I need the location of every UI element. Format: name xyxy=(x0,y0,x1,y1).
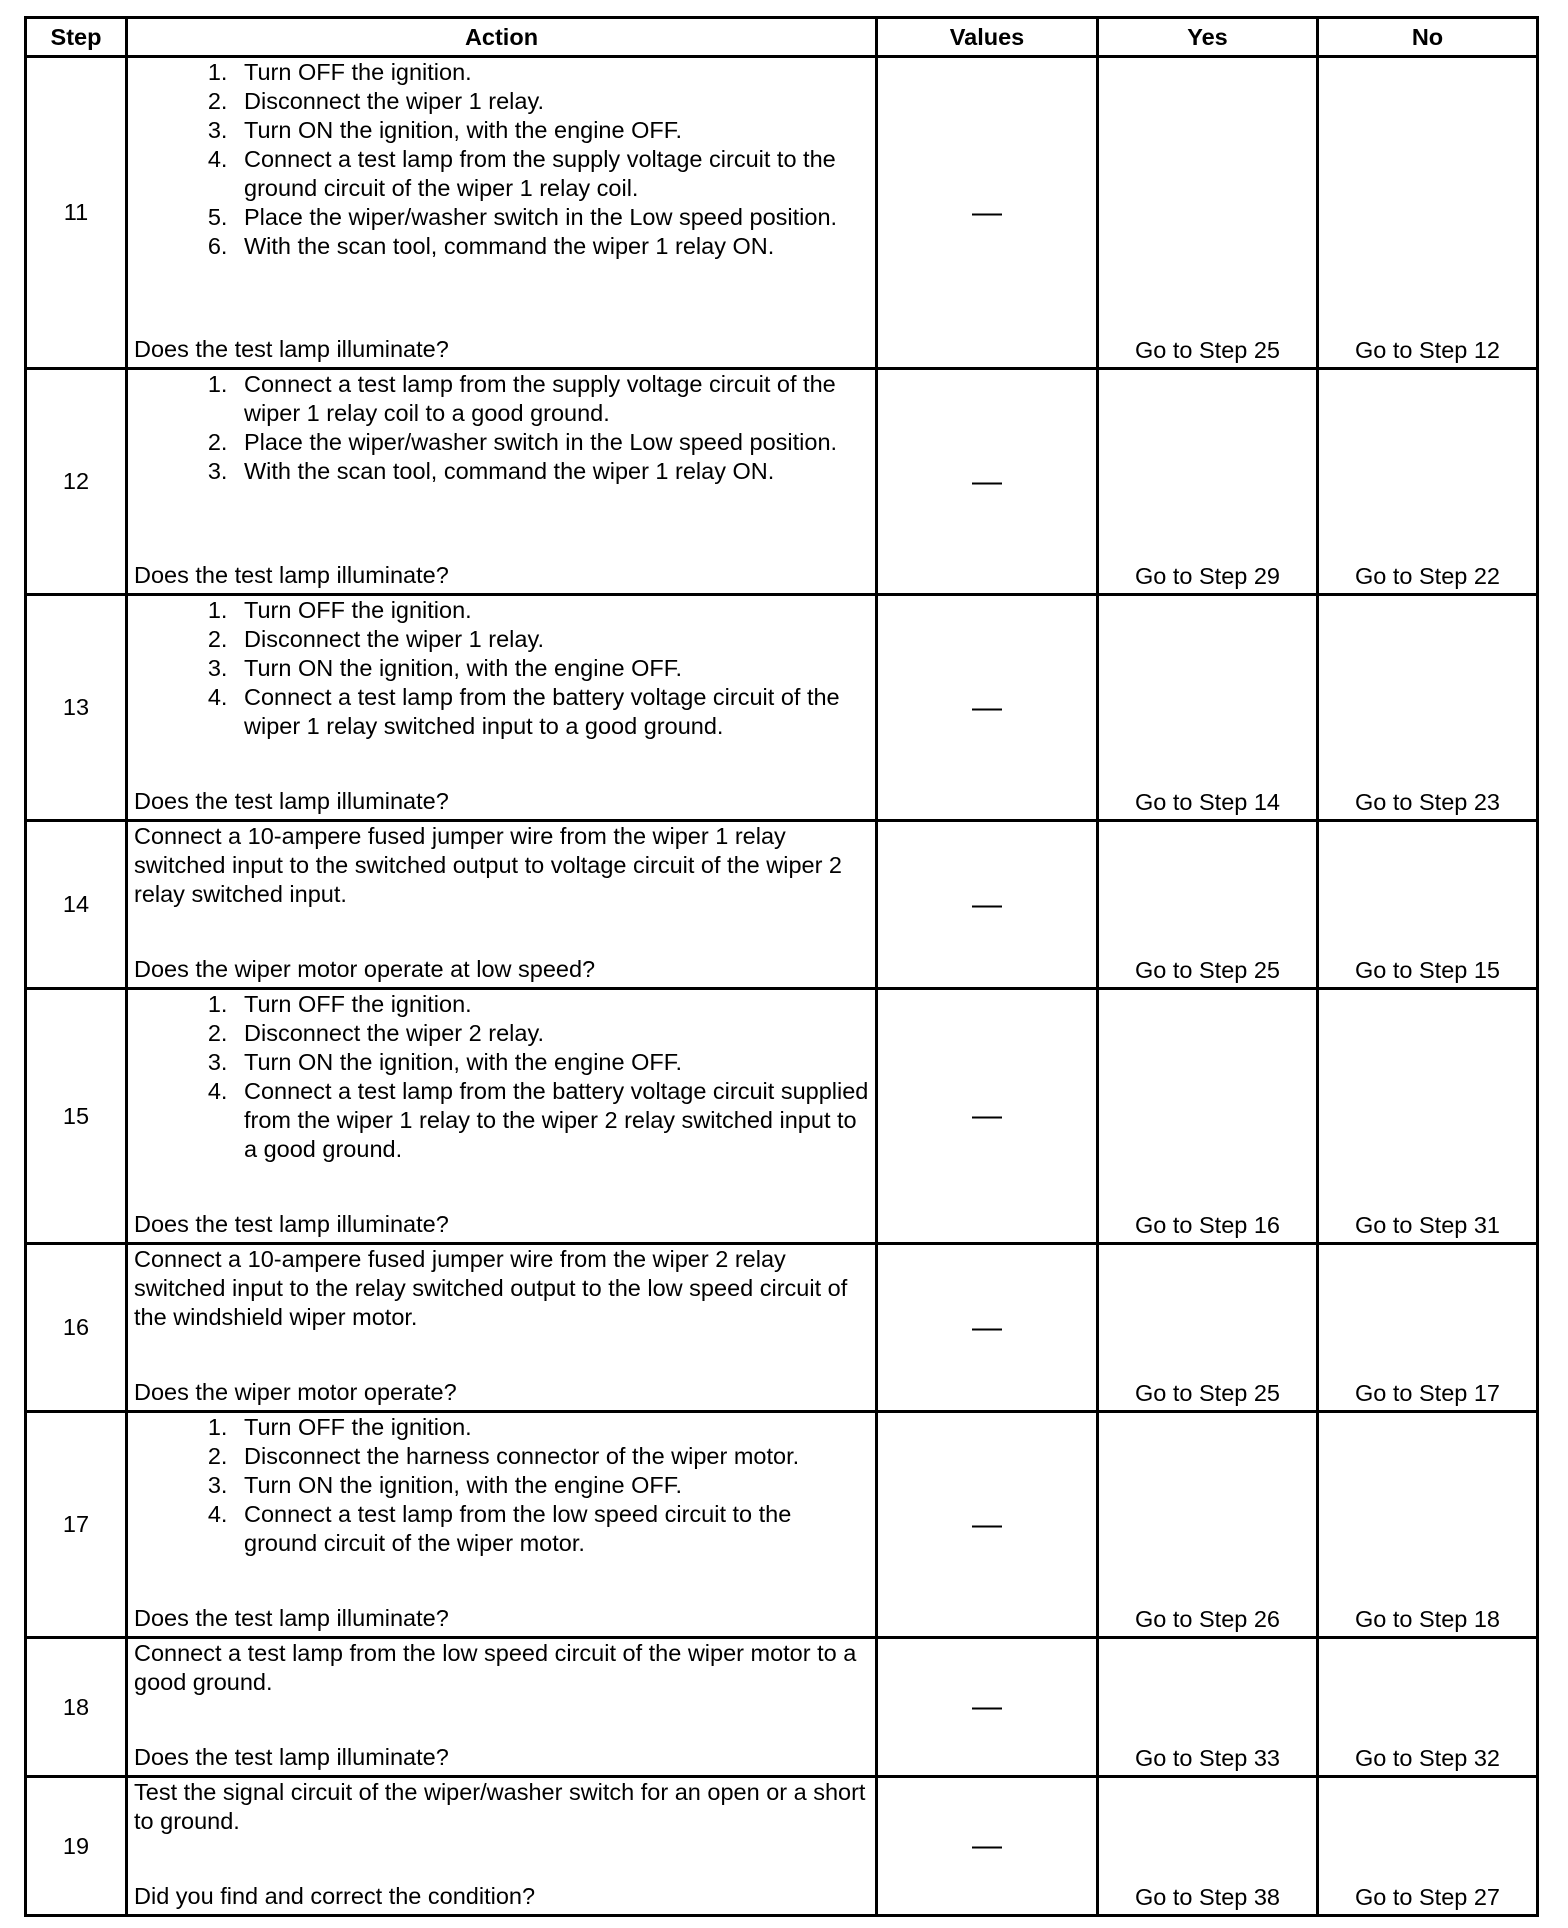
no-cell: Go to Step 22 xyxy=(1318,369,1538,595)
action-cell xyxy=(127,821,877,989)
step-number: 14 xyxy=(26,821,127,989)
diagnostic-table xyxy=(24,16,1539,1917)
step-number: 11 xyxy=(26,57,127,369)
step-number: 19 xyxy=(26,1777,127,1916)
action-step: 3. Turn ON the ignition, with the engine OFF. xyxy=(234,1471,869,1500)
action-step: 2. Disconnect the wiper 2 relay. xyxy=(234,1019,869,1048)
action-step: 1. Turn OFF the ignition. xyxy=(234,596,869,625)
action-question: Does the wiper motor operate at low speed? xyxy=(134,956,596,982)
yes-cell: Go to Step 33 xyxy=(1098,1638,1318,1777)
table-row xyxy=(26,821,1538,989)
action-question: Does the test lamp illuminate? xyxy=(134,336,449,362)
action-question: Does the test lamp illuminate? xyxy=(134,1211,449,1237)
step-number: 12 xyxy=(26,369,127,595)
action-question: Does the test lamp illuminate? xyxy=(134,1605,449,1631)
action-cell xyxy=(127,595,877,821)
action-step: 2. Place the wiper/washer switch in the Low speed position. xyxy=(234,428,869,457)
values-cell: — xyxy=(877,57,1098,369)
action-cell xyxy=(127,369,877,595)
header-values: Values xyxy=(877,18,1098,57)
action-step: 4. Connect a test lamp from the low speed circuit to the ground circuit of the wiper motor. xyxy=(234,1500,869,1558)
step-number: 16 xyxy=(26,1244,127,1412)
action-cell xyxy=(127,1412,877,1638)
action-step: 3. With the scan tool, command the wiper 1 relay ON. xyxy=(234,457,869,486)
action-text: Connect a 10-ampere fused jumper wire from the wiper 1 relay switched input to the switched output to voltage circuit of the wiper 2 relay switched input. xyxy=(134,823,843,907)
header-yes: Yes xyxy=(1098,18,1318,57)
action-question: Does the test lamp illuminate? xyxy=(134,788,449,814)
yes-cell: Go to Step 25 xyxy=(1098,821,1318,989)
action-question: Does the test lamp illuminate? xyxy=(134,1744,449,1770)
action-step: 3. Turn ON the ignition, with the engine OFF. xyxy=(234,654,869,683)
action-cell xyxy=(127,989,877,1244)
values-cell: — xyxy=(877,821,1098,989)
action-cell xyxy=(127,1638,877,1777)
yes-cell: Go to Step 38 xyxy=(1098,1777,1318,1916)
values-cell: — xyxy=(877,1244,1098,1412)
yes-cell: Go to Step 14 xyxy=(1098,595,1318,821)
values-cell: — xyxy=(877,369,1098,595)
table-row xyxy=(26,1244,1538,1412)
action-step: 5. Place the wiper/washer switch in the Low speed position. xyxy=(234,203,869,232)
step-number: 17 xyxy=(26,1412,127,1638)
action-text: Test the signal circuit of the wiper/washer switch for an open or a short to ground. xyxy=(134,1779,866,1834)
action-text: Connect a 10-ampere fused jumper wire from the wiper 2 relay switched input to the relay switched output to the low speed circuit of the windshield wiper motor. xyxy=(134,1246,848,1330)
no-cell: Go to Step 18 xyxy=(1318,1412,1538,1638)
yes-cell: Go to Step 25 xyxy=(1098,1244,1318,1412)
header-action: Action xyxy=(127,18,877,57)
table-row xyxy=(26,1412,1538,1638)
action-cell xyxy=(127,1777,877,1916)
values-cell: — xyxy=(877,989,1098,1244)
no-cell: Go to Step 12 xyxy=(1318,57,1538,369)
values-cell: — xyxy=(877,1412,1098,1638)
action-question: Does the wiper motor operate? xyxy=(134,1379,457,1405)
yes-cell: Go to Step 16 xyxy=(1098,989,1318,1244)
no-cell: Go to Step 31 xyxy=(1318,989,1538,1244)
action-steps-list xyxy=(134,990,869,1164)
table-row xyxy=(26,1777,1538,1916)
action-step: 1. Turn OFF the ignition. xyxy=(234,1413,869,1442)
action-question: Did you find and correct the condition? xyxy=(134,1883,536,1909)
action-step: 1. Connect a test lamp from the supply voltage circuit of the wiper 1 relay coil to a good ground. xyxy=(234,370,869,428)
action-step: 4. Connect a test lamp from the battery voltage circuit of the wiper 1 relay switched input to a good ground. xyxy=(234,683,869,741)
action-step: 1. Turn OFF the ignition. xyxy=(234,58,869,87)
action-steps-list xyxy=(134,1413,869,1558)
action-cell xyxy=(127,57,877,369)
action-steps-list xyxy=(134,58,869,261)
action-step: 4. Connect a test lamp from the supply voltage circuit to the ground circuit of the wiper 1 relay coil. xyxy=(234,145,869,203)
action-steps-list xyxy=(134,596,869,741)
table-row xyxy=(26,989,1538,1244)
yes-cell: Go to Step 29 xyxy=(1098,369,1318,595)
no-cell: Go to Step 23 xyxy=(1318,595,1538,821)
action-step: 2. Disconnect the harness connector of the wiper motor. xyxy=(234,1442,869,1471)
action-step: 2. Disconnect the wiper 1 relay. xyxy=(234,87,869,116)
values-cell: — xyxy=(877,595,1098,821)
values-cell: — xyxy=(877,1638,1098,1777)
yes-cell: Go to Step 25 xyxy=(1098,57,1318,369)
header-no: No xyxy=(1318,18,1538,57)
action-text: Connect a test lamp from the low speed circuit of the wiper motor to a good ground. xyxy=(134,1640,857,1695)
action-step: 1. Turn OFF the ignition. xyxy=(234,990,869,1019)
table-row xyxy=(26,1638,1538,1777)
no-cell: Go to Step 27 xyxy=(1318,1777,1538,1916)
action-step: 3. Turn ON the ignition, with the engine OFF. xyxy=(234,116,869,145)
action-steps-list xyxy=(134,370,869,486)
yes-cell: Go to Step 26 xyxy=(1098,1412,1318,1638)
step-number: 15 xyxy=(26,989,127,1244)
table-row xyxy=(26,57,1538,369)
values-cell: — xyxy=(877,1777,1098,1916)
action-step: 2. Disconnect the wiper 1 relay. xyxy=(234,625,869,654)
step-number: 18 xyxy=(26,1638,127,1777)
no-cell: Go to Step 32 xyxy=(1318,1638,1538,1777)
table-row xyxy=(26,369,1538,595)
header-row xyxy=(26,18,1538,57)
action-step: 6. With the scan tool, command the wiper 1 relay ON. xyxy=(234,232,869,261)
table-row xyxy=(26,595,1538,821)
no-cell: Go to Step 15 xyxy=(1318,821,1538,989)
action-step: 4. Connect a test lamp from the battery voltage circuit supplied from the wiper 1 relay to the wiper 2 relay switched input to a good ground. xyxy=(234,1077,869,1164)
no-cell: Go to Step 17 xyxy=(1318,1244,1538,1412)
action-question: Does the test lamp illuminate? xyxy=(134,562,449,588)
header-step: Step xyxy=(26,18,127,57)
action-cell xyxy=(127,1244,877,1412)
action-step: 3. Turn ON the ignition, with the engine OFF. xyxy=(234,1048,869,1077)
step-number: 13 xyxy=(26,595,127,821)
